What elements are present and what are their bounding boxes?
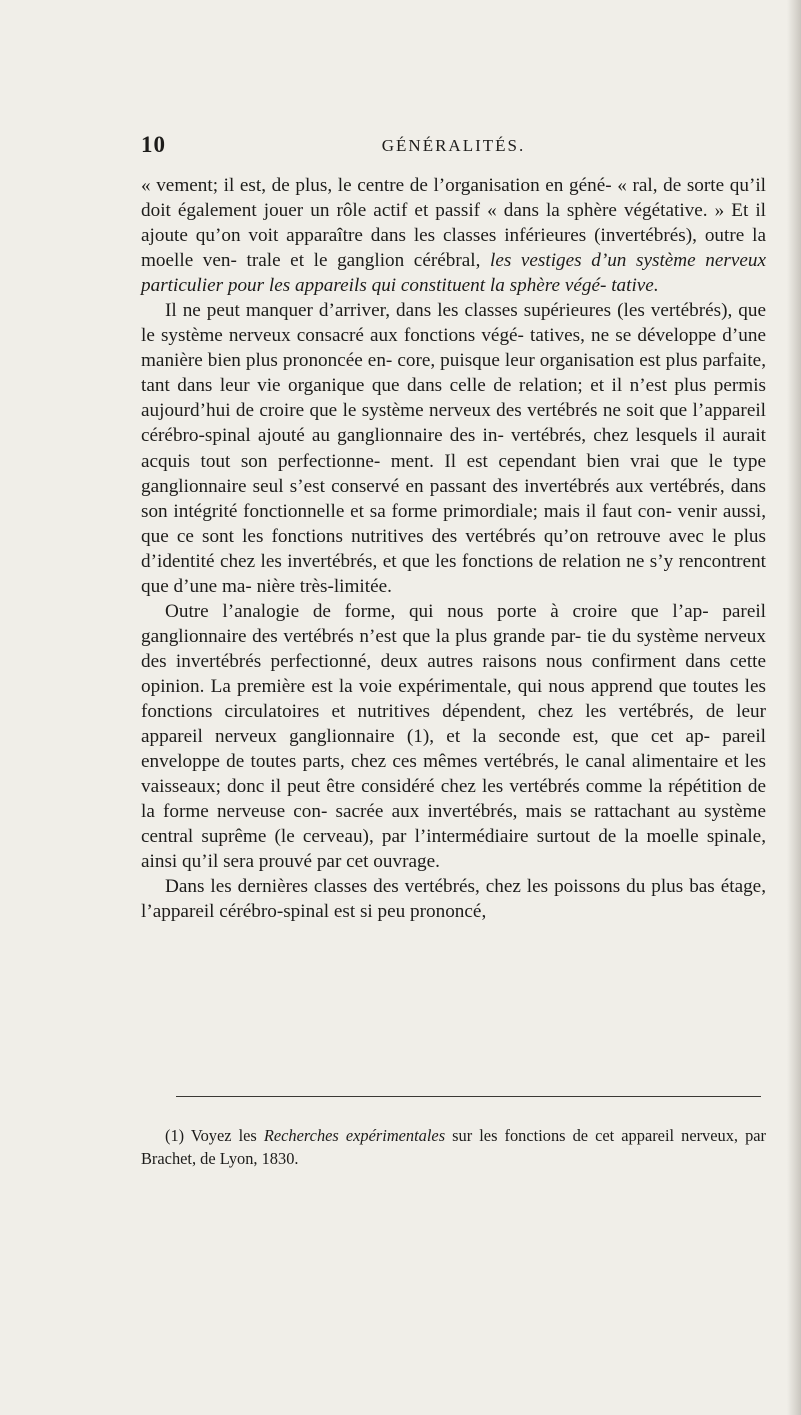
main-text xyxy=(141,173,766,924)
footnote-rule xyxy=(176,1096,761,1097)
paragraph-1-italic: les vestiges d’un système nerveux particulier pour les appareils qui constituent la sphère végé- tative. xyxy=(141,250,766,297)
footnote-text xyxy=(141,1124,766,1170)
paragraph-3: Outre l’analogie de forme, qui nous porte à croire que l’ap- pareil ganglionnaire des vertébrés n’est que la plus grande par- tie du système nerveux des invertébrés perfectionné, deux autres raisons nous confirment dans cette opinion. La première est la voie expérimentale, qui nous apprend que toutes les fonctions circulatoires et nutritives dépendent, chez les vertébrés, de leur appareil nerveux ganglionnaire (1), et la seconde est, que cet ap- pareil enveloppe de toutes parts, chez ces mêmes vertébrés, le canal alimentaire et les vaisseaux; donc il peut être considéré chez les vertébrés comme la répétition de la forme nerveuse con- sacrée aux invertébrés, mais se rattachant au système central suprême (le cerveau), par l’intermédiaire surtout de la moelle spinale, ainsi qu’il sera prouvé par cet ouvrage. xyxy=(141,600,766,873)
page-edge-shadow xyxy=(787,0,801,1415)
footnote-after: sur les fonctions de cet appareil nerveux, par Brachet, de Lyon, 1830. xyxy=(141,1126,766,1168)
paragraph-4: Dans les dernières classes des vertébrés, chez les poissons du plus bas étage, l’appareil cérébro-spinal est si peu prononcé, xyxy=(141,876,766,923)
footnote-title: Recherches expérimentales xyxy=(263,1126,446,1145)
page-header xyxy=(141,132,766,162)
footnote xyxy=(141,1124,766,1170)
paragraph-1 xyxy=(141,173,766,298)
paragraph-2: Il ne peut manquer d’arriver, dans les classes supérieures (les vertébrés), que le système nerveux consacré aux fonctions végé- tatives, ne se développe d’une manière bien plus prononcée en- core, puisque leur organisation est plus parfaite, tant dans leur vie organique que dans celle de relation; et il n’est plus permis aujourd’hui de croire que le système nerveux des vertébrés ne soit que l’appareil cérébro-spinal ajouté au ganglionnaire des in- vertébrés, chez lesquels il aurait acquis tout son perfectionne- ment. Il est cependant bien vrai que le type ganglionnaire seul s’est conservé en passant des invertébrés aux vertébrés, dans son intégrité fonctionnelle et sa forme primordiale; mais il faut con- venir aussi, que ce sont les fonctions nutritives des vertébrés qu’on retrouve avec le plus d’identité chez les invertébrés, et que les fonctions de relation ne s’y rencontrent que d’une ma- nière très-limitée. xyxy=(141,300,766,597)
page-number: 10 xyxy=(141,132,166,157)
footnote-before: (1) Voyez les xyxy=(165,1126,264,1145)
paragraph-1-text: « vement; il est, de plus, le centre de l’organisation en géné- « ral, de sorte qu’il doit également jouer un rôle actif et passif « dans la sphère végétative. » Et il ajoute qu’on voit apparaître dans les classes inférieures (invertébrés), outre la moelle ven- trale et le ganglion cérébral, xyxy=(141,175,766,272)
running-head: GÉNÉRALITÉS. xyxy=(381,136,526,155)
